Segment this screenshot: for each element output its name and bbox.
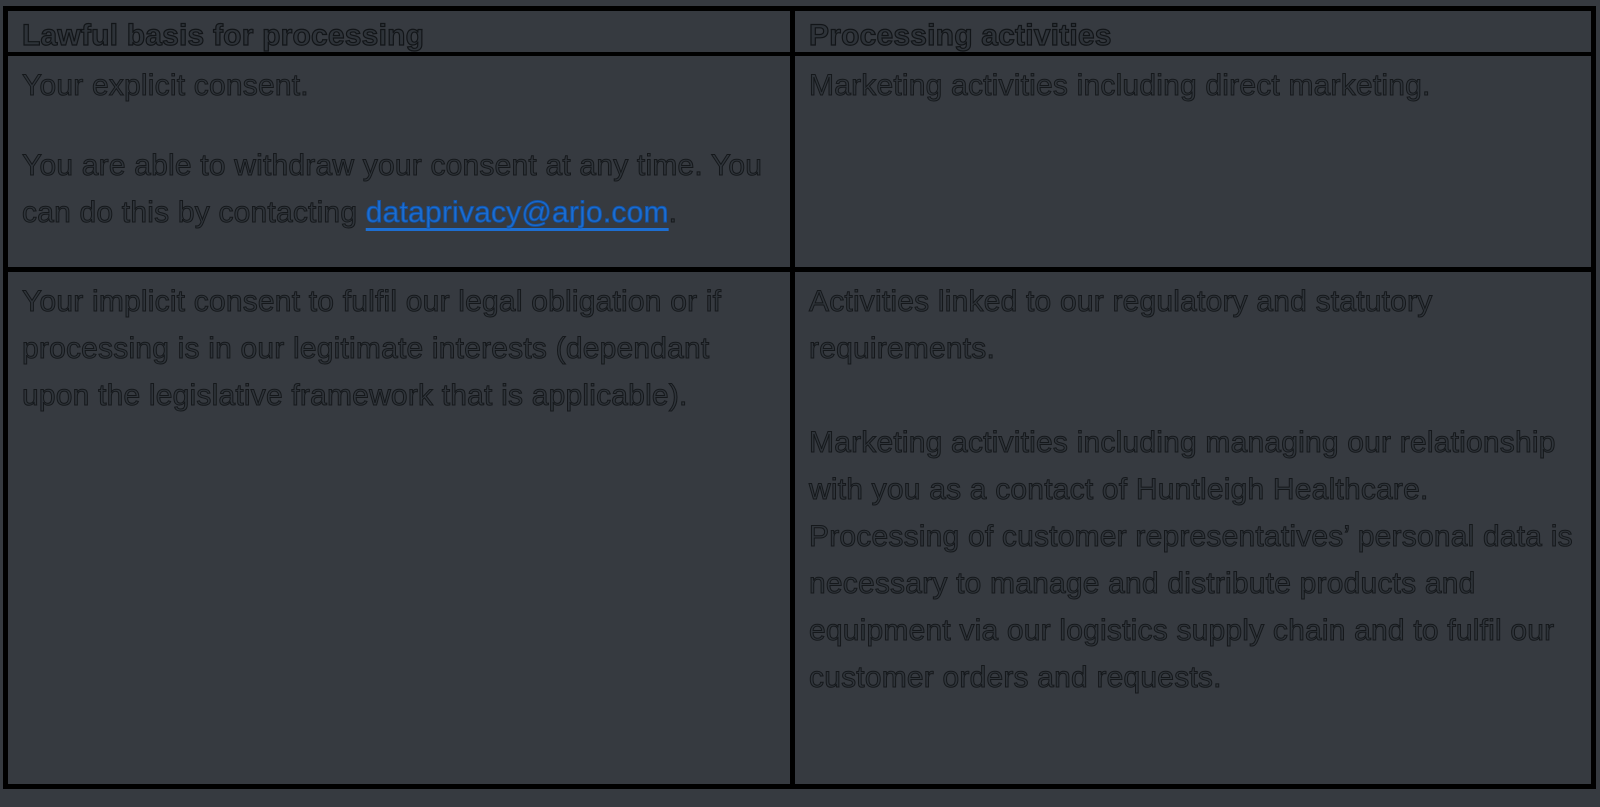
row1-consent-withdraw-text: You are able to withdraw your consent at any time. You can do this by contacting xyxy=(22,149,763,229)
row1-cell-processing-activities xyxy=(795,56,1591,272)
header-cell-processing-activities xyxy=(795,11,1591,56)
row1-sentence-period: . xyxy=(668,196,678,229)
row1-activities-paragraph-1: Marketing activities including direct marketing. xyxy=(809,69,1431,102)
header-label-processing-activities: Processing activities xyxy=(809,19,1112,52)
row1-cell-lawful-basis xyxy=(8,56,795,272)
row2-activities-paragraph-1: Activities linked to our regulatory and statutory requirements. xyxy=(809,285,1433,365)
lawful-basis-table xyxy=(3,6,1596,789)
row1-lawful-basis-paragraph-2 xyxy=(22,142,774,236)
row2-cell-lawful-basis xyxy=(8,272,795,784)
header-label-lawful-basis: Lawful basis for processing xyxy=(22,19,425,52)
row2-lawful-basis-paragraph-1: Your implicit consent to fulfil our legal obligation or if processing is in our legitimate interests (dependant upon the legislative framework that is applicable). xyxy=(22,285,722,412)
header-cell-lawful-basis xyxy=(8,11,795,56)
dataprivacy-email-link[interactable]: dataprivacy@arjo.com xyxy=(365,196,669,229)
row2-cell-processing-activities xyxy=(795,272,1591,784)
row1-lawful-basis-paragraph-1: Your explicit consent. xyxy=(22,69,309,102)
row2-activities-paragraph-2: Marketing activities including managing our relationship with you as a contact of Huntleigh Healthcare. Processing of customer representatives’ personal data is necessary to manage and distribute products and equipment via our logistics supply chain and to fulfil our customer orders and requests. xyxy=(809,426,1573,694)
